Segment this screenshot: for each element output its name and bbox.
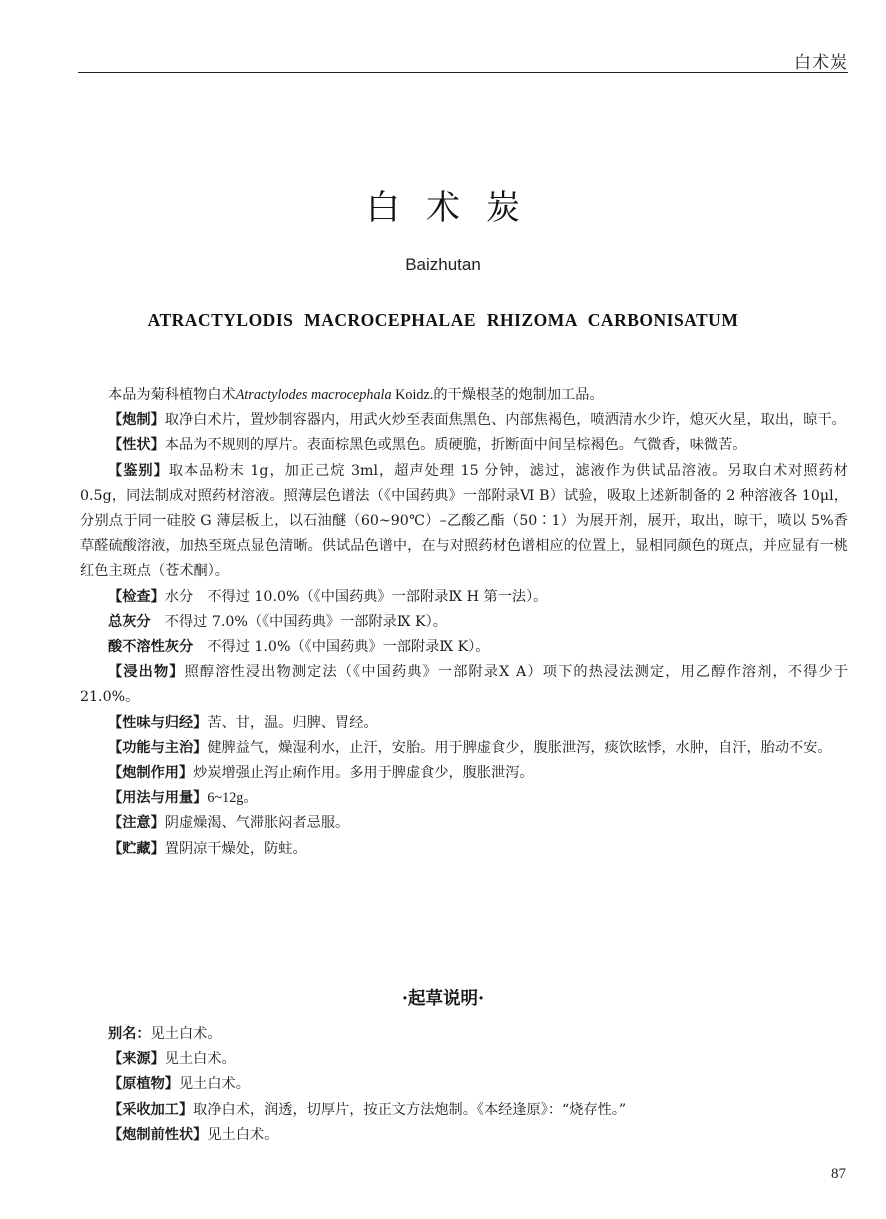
note-term: 别名： xyxy=(108,1026,151,1042)
monograph-body xyxy=(80,383,848,862)
intro-prefix: 本品为菊科植物白术 xyxy=(108,387,236,403)
section-text: 本品为不规则的厚片。表面棕黑色或黑色。质硬脆，折断面中间呈棕褐色。气微香，味微苦。 xyxy=(164,437,747,454)
section-processing-effect xyxy=(80,761,848,786)
running-title: 白术炭 xyxy=(794,53,848,73)
section-description xyxy=(80,433,848,458)
section-term: 酸不溶性灰分 xyxy=(108,639,194,656)
section-text: 水分 不得过 10.0%（《中国药典》一部附录Ⅸ H 第一法）。 xyxy=(164,588,548,605)
section-term: 【检查】 xyxy=(108,588,165,605)
drafting-notes xyxy=(108,1022,848,1148)
section-term: 【性味与归经】 xyxy=(108,714,208,731)
section-property-meridian xyxy=(80,711,848,736)
note-term: 【炮制前性状】 xyxy=(108,1126,208,1143)
section-actions-indications xyxy=(80,736,848,761)
section-text: 取本品粉末 1g，加正己烷 3ml，超声处理 15 分钟，滤过，滤液作为供试品溶液。另取白术对照药材 0.5g，同法制成对照药材溶液。照薄层色谱法（《中国药典》一部附录Ⅵ B）试验，吸取上述新制备的 2 种溶液各 10μl，分别点于同一硅胶 G 薄层板上，以石油醚（60~90℃）–乙酸乙酯（50∶1）为展开剂，展开，取出，晾干，喷以 5%香草醛硫酸溶液，加热至斑点显色清晰。供试品色谱中，在与对照药材色谱相应的位置上，显相同颜色的斑点，并应显有一桃红色主斑点（苍术酮）。 xyxy=(80,462,848,580)
page-number: 87 xyxy=(831,1166,846,1182)
header-rule xyxy=(78,72,848,73)
intro-paragraph xyxy=(80,383,848,408)
section-dosage xyxy=(80,786,848,811)
section-term: 【注意】 xyxy=(108,815,165,832)
section-term: 【炮制】 xyxy=(108,412,165,429)
section-text: 不得过 7.0%（《中国药典》一部附录Ⅸ K）。 xyxy=(150,613,447,630)
monograph-title-pinyin: Baizhutan xyxy=(405,255,481,274)
section-extractives xyxy=(80,660,848,710)
section-term: 【用法与用量】 xyxy=(108,790,208,807)
section-term: 【贮藏】 xyxy=(108,840,165,857)
section-text: 健脾益气，燥湿利水，止汗，安胎。用于脾虚食少，腹胀泄泻，痰饮眩悸，水肿，自汗，胎动不安。 xyxy=(207,739,832,756)
monograph-title-chinese: 白术炭 xyxy=(366,188,546,228)
section-examination xyxy=(80,585,848,610)
section-text: 6~12g。 xyxy=(207,790,258,807)
note-item-harvest-processing xyxy=(108,1098,848,1123)
intro-suffix: Koidz.的干燥根茎的炮制加工品。 xyxy=(391,387,604,403)
section-text: 苦、甘，温。归脾、胃经。 xyxy=(207,714,378,731)
drafting-notes-heading: ·起草说明· xyxy=(401,989,485,1009)
section-term: 【功能与主治】 xyxy=(108,739,208,756)
section-text: 炒炭增强止泻止痢作用。多用于脾虚食少，腹胀泄泻。 xyxy=(193,765,534,782)
note-text: 见土白术。 xyxy=(164,1051,236,1068)
note-item-source xyxy=(108,1047,848,1072)
note-text: 见土白术。 xyxy=(150,1026,222,1042)
note-text: 见土白术。 xyxy=(178,1076,250,1093)
monograph-title-latin: ATRACTYLODIS MACROCEPHALAE RHIZOMA CARBONISATUM xyxy=(147,310,739,330)
section-acid-insoluble-ash xyxy=(80,635,848,660)
note-text: 取净白术，润透，切厚片，按正文方法炮制。《本经逢原》：“烧存性。” xyxy=(193,1101,627,1118)
note-text: 见土白术。 xyxy=(207,1126,279,1143)
note-item-original-plant xyxy=(108,1072,848,1097)
section-term: 【炮制作用】 xyxy=(108,765,194,782)
note-item-pre-processing-description xyxy=(108,1123,848,1148)
section-identification xyxy=(80,459,848,585)
note-term: 【原植物】 xyxy=(108,1076,179,1093)
section-processing xyxy=(80,408,848,433)
section-term: 总灰分 xyxy=(108,613,151,630)
section-precautions xyxy=(80,811,848,836)
note-term: 【采收加工】 xyxy=(108,1101,194,1118)
section-term: 【鉴别】 xyxy=(108,462,169,479)
section-text: 照醇溶性浸出物测定法（《中国药典》一部附录Ⅹ A）项下的热浸法测定，用乙醇作溶剂，不得少于 21.0%。 xyxy=(80,664,848,706)
note-item-alias xyxy=(108,1022,848,1047)
section-text: 取净白术片，置炒制容器内，用武火炒至表面焦黑色、内部焦褐色，喷洒清水少许，熄灭火星，取出，晾干。 xyxy=(164,412,846,429)
section-term: 【性状】 xyxy=(108,437,165,454)
note-term: 【来源】 xyxy=(108,1051,165,1068)
section-text: 不得过 1.0%（《中国药典》一部附录Ⅸ K）。 xyxy=(193,639,490,656)
section-text: 置阴凉干燥处，防蛀。 xyxy=(164,840,307,857)
section-total-ash xyxy=(80,610,848,635)
intro-latin-name: Atractylodes macrocephala xyxy=(235,387,392,403)
section-storage xyxy=(80,837,848,862)
section-text: 阴虚燥渴、气滞胀闷者忌服。 xyxy=(164,815,350,832)
section-term: 【浸出物】 xyxy=(108,664,185,681)
